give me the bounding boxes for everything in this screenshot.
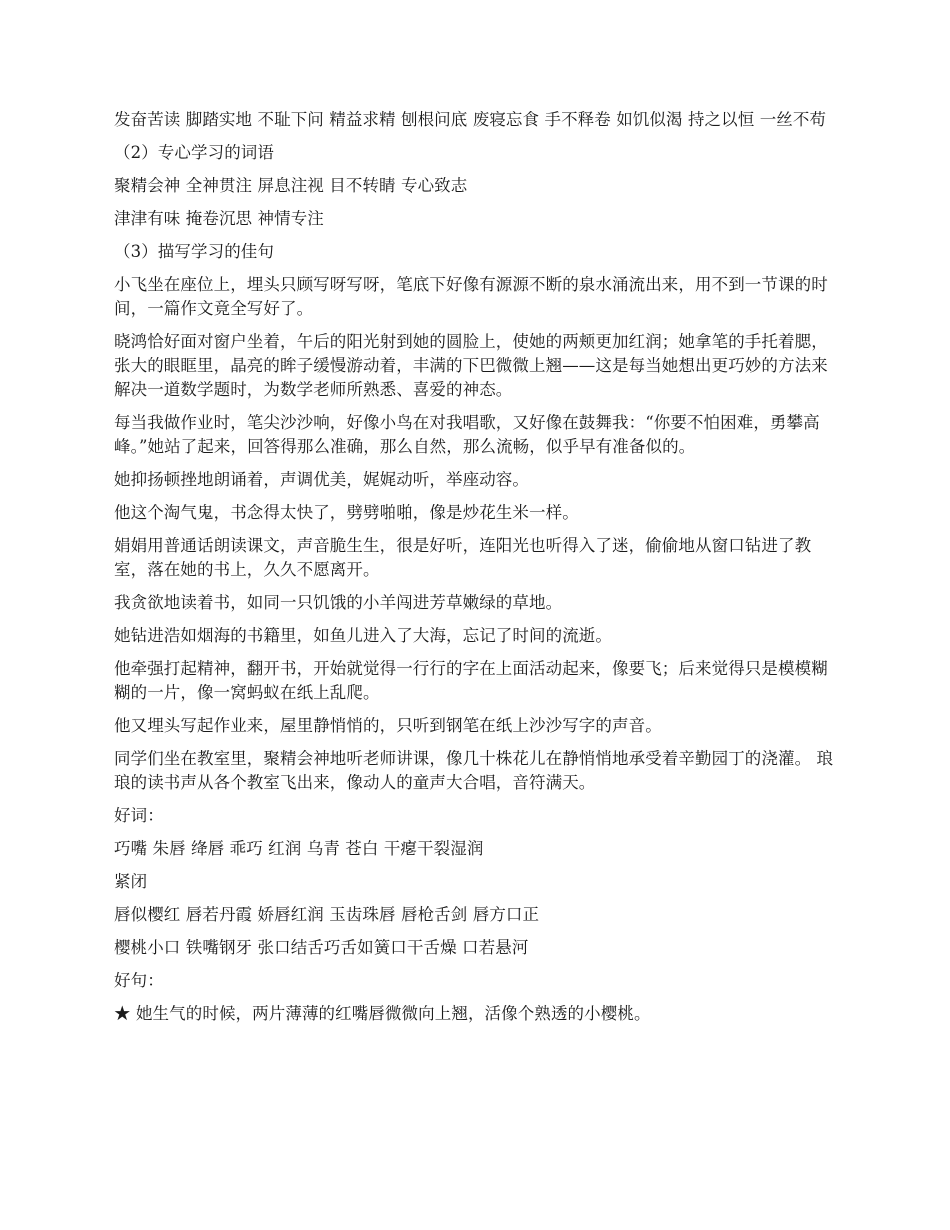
label-good-words: 好词： [114,806,164,825]
document-body [114,108,842,1035]
idiom-list-focus-2: 津津有味 掩卷沉思 神情专注 [114,209,324,228]
sentence-paragraph: 小飞坐在座位上，埋头只顾写呀写呀，笔底下好像有源源不断的泉水涌流出来，用不到一节课的时间，一篇作文竟全写好了。 [114,275,828,318]
word-list-lips-1: 巧嘴 朱唇 绛唇 乖巧 红润 乌青 苍白 干瘪干裂湿润 [114,839,484,858]
sentence-paragraph: 同学们坐在教室里，聚精会神地听老师讲课，像几十株花儿在静悄悄地承受着辛勤园丁的浇灌。 琅琅的读书声从各个教室飞出来，像动人的童声大合唱，音符满天。 [114,749,834,792]
idiom-list-focus-1: 聚精会神 全神贯注 屏息注视 目不转睛 专心致志 [114,176,468,195]
starred-sentence: ★ 她生气的时候，两片薄薄的红嘴唇微微向上翘，活像个熟透的小樱桃。 [114,1004,651,1023]
sentence-paragraph: 她钻进浩如烟海的书籍里，如鱼儿进入了大海，忘记了时间的流逝。 [114,626,612,645]
idiom-list-lips-2: 樱桃小口 铁嘴钢牙 张口结舌巧舌如簧口干舌燥 口若悬河 [114,938,529,957]
word-list-lips-2: 紧闭 [114,872,148,891]
sentence-paragraph: 每当我做作业时，笔尖沙沙响，好像小鸟在对我唱歌，又好像在鼓舞我：“你要不怕困难，勇攀高峰。”她站了起来，回答得那么准确，那么自然，那么流畅，似乎早有准备似的。 [114,413,820,456]
sentence-paragraph: 他又埋头写起作业来，屋里静悄悄的，只听到钢笔在纸上沙沙写字的声音。 [114,716,662,735]
idiom-list-diligence: 发奋苦读 脚踏实地 不耻下问 精益求精 刨根问底 废寝忘食 手不释卷 如饥似渴 持之以恒 一丝不苟 [114,110,827,129]
sentence-paragraph: 娟娟用普通话朗读课文，声音脆生生，很是好听，连阳光也听得入了迷，偷偷地从窗口钻进了教室，落在她的书上，久久不愿离开。 [114,536,812,579]
sentence-paragraph: 她抑扬顿挫地朗诵着，声调优美，娓娓动听，举座动容。 [114,470,529,489]
sentence-paragraph: 晓鸿恰好面对窗户坐着，午后的阳光射到她的圆脸上，使她的两颊更加红润；她拿笔的手托着腮，张大的眼眶里，晶亮的眸子缓慢游动着，丰满的下巴微微上翘——这是每当她想出更巧妙的方法来解决一道数学题时，为数学老师所熟悉、喜爱的神态。 [114,332,828,399]
sentence-paragraph: 我贪欲地读着书，如同一只饥饿的小羊闯进芳草嫩绿的草地。 [114,593,563,612]
section-heading-focus-words: （2）专心学习的词语 [114,143,274,162]
sentence-paragraph: 他这个淘气鬼，书念得太快了，劈劈啪啪，像是炒花生米一样。 [114,503,579,522]
idiom-list-lips-1: 唇似樱红 唇若丹霞 娇唇红润 玉齿珠唇 唇枪舌剑 唇方口正 [114,905,540,924]
sentence-paragraph: 他牵强打起精神，翻开书，开始就觉得一行行的字在上面活动起来，像要飞；后来觉得只是模模糊糊的一片，像一窝蚂蚁在纸上乱爬。 [114,659,828,702]
label-good-sentences: 好句： [114,971,164,990]
section-heading-study-sentences: （3）描写学习的佳句 [114,242,274,261]
